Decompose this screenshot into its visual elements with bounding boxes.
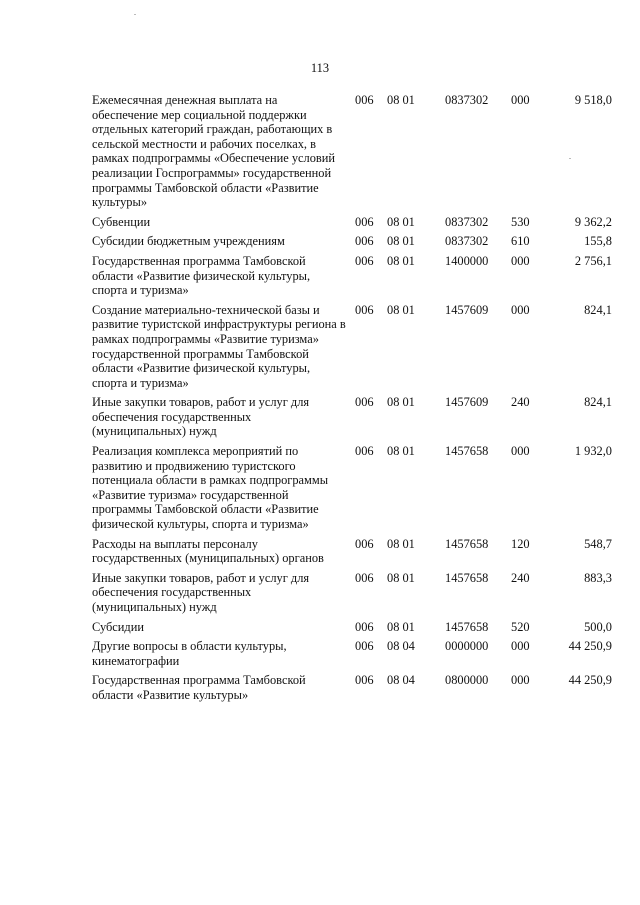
row-admin-code: 006 <box>355 93 374 107</box>
row-target-code: 1457609 <box>445 302 489 317</box>
table-row <box>92 537 612 566</box>
table-row <box>92 395 612 439</box>
row-amount: 500,0 <box>584 619 612 634</box>
row-expense-code: 000 <box>511 302 530 317</box>
row-name: Субсидии <box>92 619 144 634</box>
row-expense-code: 610 <box>511 234 530 249</box>
row-expense-code: 530 <box>511 214 530 229</box>
row-name: Создание материально-технической базы и развитие туристской инфраструктуры региона в рамках подпрограммы «Развитие туризма» государственной программы Тамбовской области «Развитие физической культуры, спорта и туризма» <box>92 302 346 390</box>
row-amount: 824,1 <box>584 302 612 317</box>
row-section-code: 08 01 <box>387 253 415 268</box>
table-row <box>92 620 612 635</box>
row-expense-code: 120 <box>511 536 530 551</box>
row-amount: 548,7 <box>584 536 612 551</box>
budget-table <box>92 93 612 708</box>
row-admin-code: 006 <box>355 673 374 688</box>
row-admin-code: 006 <box>355 619 374 634</box>
row-target-code: 0837302 <box>445 93 489 107</box>
row-target-code: 1457658 <box>445 570 489 585</box>
row-admin-code: 006 <box>355 536 374 551</box>
table-row <box>92 254 612 298</box>
table-row <box>92 639 612 668</box>
row-section-code: 08 01 <box>387 395 415 410</box>
row-admin-code: 006 <box>355 302 374 317</box>
table-row <box>92 303 612 391</box>
row-section-code: 08 01 <box>387 444 415 459</box>
row-section-code: 08 01 <box>387 93 415 107</box>
row-amount: 883,3 <box>584 570 612 585</box>
row-admin-code: 006 <box>355 444 374 459</box>
row-section-code: 08 01 <box>387 302 415 317</box>
row-target-code: 1457658 <box>445 444 489 459</box>
row-name: Государственная программа Тамбовской области «Развитие культуры» <box>92 673 306 702</box>
row-section-code: 08 04 <box>387 639 415 654</box>
row-amount: 2 756,1 <box>574 253 612 268</box>
page-number: 113 <box>310 61 330 75</box>
row-section-code: 08 01 <box>387 234 415 249</box>
row-amount: 44 250,9 <box>568 639 612 654</box>
row-target-code: 1457658 <box>445 536 489 551</box>
row-admin-code: 006 <box>355 639 374 654</box>
row-admin-code: 006 <box>355 214 374 229</box>
row-expense-code: 000 <box>511 93 530 107</box>
row-name: Расходы на выплаты персоналу государственных (муниципальных) органов <box>92 536 324 566</box>
scan-speck <box>134 14 136 15</box>
row-amount: 44 250,9 <box>568 673 612 688</box>
table-row <box>92 673 612 702</box>
row-target-code: 1400000 <box>445 253 489 268</box>
row-target-code: 1457658 <box>445 619 489 634</box>
table-row <box>92 444 612 532</box>
row-admin-code: 006 <box>355 570 374 585</box>
row-name: Ежемесячная денежная выплата на обеспечение мер социальной поддержки отдельных категорий граждан, работающих в сельской местности и рабочих поселках, в рамках подпрограммы «Обеспечение условий реализации Госпрограммы» государственной программы Тамбовской области «Развитие культуры» <box>92 93 336 210</box>
row-amount: 9 362,2 <box>574 214 612 229</box>
table-row <box>92 215 612 230</box>
row-expense-code: 000 <box>511 673 530 688</box>
row-expense-code: 240 <box>511 570 530 585</box>
table-row <box>92 571 612 615</box>
row-section-code: 08 04 <box>387 673 415 688</box>
row-target-code: 1457609 <box>445 395 489 410</box>
row-admin-code: 006 <box>355 395 374 410</box>
row-section-code: 08 01 <box>387 619 415 634</box>
row-expense-code: 000 <box>511 444 530 459</box>
row-target-code: 0837302 <box>445 214 489 229</box>
row-target-code: 0800000 <box>445 673 489 688</box>
row-amount: 155,8 <box>584 234 612 249</box>
row-name: Иные закупки товаров, работ и услуг для обеспечения государственных (муниципальных) нужд <box>92 395 310 439</box>
table-row <box>92 234 612 249</box>
row-expense-code: 000 <box>511 639 530 654</box>
row-expense-code: 240 <box>511 395 530 410</box>
row-name: Иные закупки товаров, работ и услуг для обеспечения государственных (муниципальных) нужд <box>92 570 310 614</box>
row-section-code: 08 01 <box>387 570 415 585</box>
row-name: Реализация комплекса мероприятий по развитию и продвижению туристского потенциала области в рамках подпрограммы «Развитие туризма» государственной программы Тамбовской области «Развитие физической культуры, спорта и туризма» <box>92 444 329 532</box>
row-target-code: 0000000 <box>445 639 489 654</box>
row-name: Другие вопросы в области культуры, кинематографии <box>92 639 287 668</box>
row-admin-code: 006 <box>355 253 374 268</box>
row-amount: 1 932,0 <box>574 444 612 459</box>
row-section-code: 08 01 <box>387 536 415 551</box>
row-amount: 824,1 <box>584 395 612 410</box>
row-name: Государственная программа Тамбовской области «Развитие физической культуры, спорта и туризма» <box>92 253 311 298</box>
row-name: Субсидии бюджетным учреждениям <box>92 234 285 249</box>
table-row <box>92 93 612 210</box>
row-expense-code: 520 <box>511 619 530 634</box>
row-section-code: 08 01 <box>387 214 415 229</box>
row-amount: 9 518,0 <box>574 93 612 107</box>
row-admin-code: 006 <box>355 234 374 249</box>
row-expense-code: 000 <box>511 253 530 268</box>
row-target-code: 0837302 <box>445 234 489 249</box>
row-name: Субвенции <box>92 214 151 229</box>
